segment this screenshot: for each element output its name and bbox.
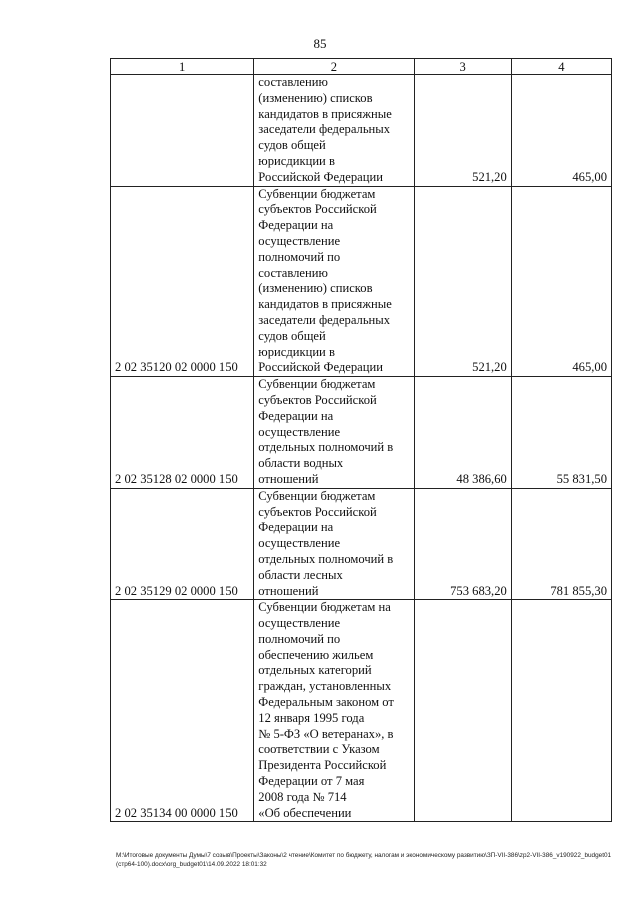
column-header-value-2: 4 (511, 59, 611, 75)
item-name-line: области водных (258, 456, 344, 471)
item-name-cell (254, 75, 414, 187)
item-name-line: отношений (258, 583, 319, 598)
column-header-code: 1 (111, 59, 254, 75)
table-row (111, 488, 612, 600)
amount-cell-col4: 465,00 (511, 186, 611, 377)
item-name-cell (254, 600, 414, 822)
table-row (111, 186, 612, 377)
item-name-line: Президента Российской (258, 758, 387, 773)
amount-cell-col3: 753 683,20 (414, 488, 511, 600)
item-name-line: субъектов Российской (258, 504, 377, 519)
budget-code-cell: 2 02 35128 02 0000 150 (111, 377, 254, 489)
column-header-value-1: 3 (414, 59, 511, 75)
table-row (111, 75, 612, 187)
item-name-line: субъектов Российской (258, 392, 377, 407)
column-header-name: 2 (254, 59, 414, 75)
item-name-line: кандидатов в присяжные (258, 297, 392, 312)
item-name-line: Федерации на (258, 408, 334, 423)
budget-table (110, 58, 612, 822)
item-name-line: полномочий по (258, 631, 341, 646)
item-name-line: Субвенции бюджетам (258, 488, 376, 503)
item-name-cell (254, 186, 414, 377)
budget-code-cell: 2 02 35120 02 0000 150 (111, 186, 254, 377)
item-name-line: осуществление (258, 536, 341, 551)
item-name-line: области лесных (258, 567, 343, 582)
amount-cell-col4: 781 855,30 (511, 488, 611, 600)
item-name-line: составлению (258, 265, 328, 280)
budget-code-cell: 2 02 35129 02 0000 150 (111, 488, 254, 600)
document-path-footer: M:\Итоговые документы Думы\7 созыв\Проекты\Законы\2 чтение\Комитет по бюджету, налогам и экономическому развитию\ЗП-VII-386\zp2-VII-386_v190922_budget01(стр64-100).docx\org_budget01\14.09.2022 18:01:32 (116, 852, 612, 868)
item-name-line: Субвенции бюджетам (258, 186, 376, 201)
item-name-line: граждан, установленных (258, 679, 392, 694)
table-row (111, 600, 612, 822)
item-name-line: заседатели федеральных (258, 122, 391, 137)
page-number: 85 (313, 36, 327, 51)
item-name-line: составлению (258, 75, 328, 89)
table-row (111, 377, 612, 489)
item-name-line: «Об обеспечении (258, 805, 352, 820)
item-name-line: Российской Федерации (258, 169, 383, 184)
item-name-line: осуществление (258, 616, 341, 631)
item-name-cell (254, 377, 414, 489)
item-name-line: отдельных полномочий в (258, 551, 394, 566)
item-name-line: отдельных полномочий в (258, 440, 394, 455)
item-name-line: судов общей (258, 328, 326, 343)
item-name-line: Субвенции бюджетам на (258, 600, 391, 615)
item-name-line: соответствии с Указом (258, 742, 380, 757)
item-name-line: (изменению) списков (258, 281, 373, 296)
amount-cell-col4: 55 831,50 (511, 377, 611, 489)
amount-cell-col3 (414, 600, 511, 822)
amount-cell-col4: 465,00 (511, 75, 611, 187)
item-name-line: юрисдикции в (258, 344, 335, 359)
table-header-row (111, 59, 612, 75)
item-name-line: Федерации на (258, 520, 334, 535)
item-name-line: Российской Федерации (258, 360, 383, 375)
item-name-line: 12 января 1995 года (258, 710, 365, 725)
item-name-line: Федеральным законом от (258, 695, 394, 710)
item-name-line: Федерации от 7 мая (258, 774, 365, 789)
item-name-line: субъектов Российской (258, 202, 377, 217)
amount-cell-col3: 521,20 (414, 75, 511, 187)
amount-cell-col4 (511, 600, 611, 822)
budget-code-cell: 2 02 35134 00 0000 150 (111, 600, 254, 822)
item-name-line: судов общей (258, 138, 326, 153)
item-name-line: обеспечению жильем (258, 647, 374, 662)
item-name-line: (изменению) списков (258, 90, 373, 105)
item-name-cell (254, 488, 414, 600)
item-name-line: Федерации на (258, 218, 334, 233)
item-name-line: отношений (258, 471, 319, 486)
item-name-line: 2008 года № 714 (258, 789, 347, 804)
item-name-line: полномочий по (258, 249, 341, 264)
item-name-line: кандидатов в присяжные (258, 106, 392, 121)
budget-code-cell (111, 75, 254, 187)
item-name-line: Субвенции бюджетам (258, 377, 376, 392)
item-name-line: осуществление (258, 424, 341, 439)
item-name-line: юрисдикции в (258, 153, 335, 168)
amount-cell-col3: 48 386,60 (414, 377, 511, 489)
item-name-line: отдельных категорий (258, 663, 372, 678)
item-name-line: № 5-ФЗ «О ветеранах», в (258, 726, 394, 741)
amount-cell-col3: 521,20 (414, 186, 511, 377)
item-name-line: осуществление (258, 233, 341, 248)
item-name-line: заседатели федеральных (258, 312, 391, 327)
